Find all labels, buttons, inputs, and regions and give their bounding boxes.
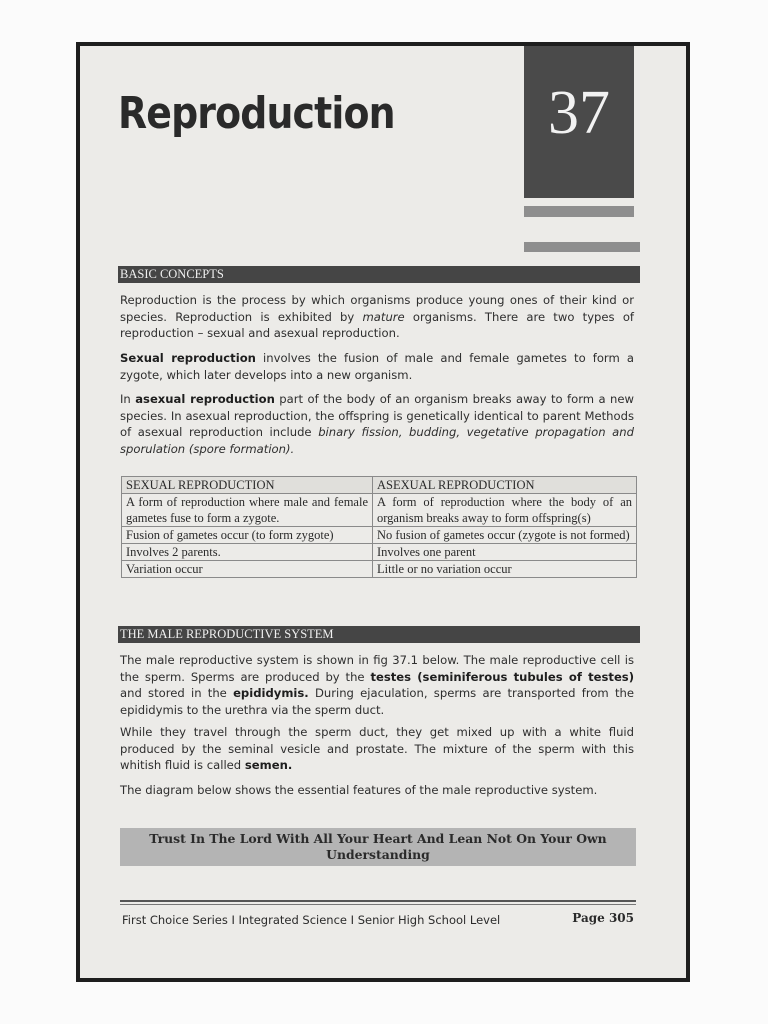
table-cell: A form of reproduction where male and female gametes fuse to form a zygote.: [122, 494, 373, 527]
quote-line: Trust In The Lord With All Your Heart And Lean Not On Your Own: [149, 831, 607, 846]
table-row: [122, 544, 637, 561]
table-cell: Fusion of gametes occur (to form zygote): [122, 527, 373, 544]
textbook-page: [80, 46, 686, 978]
decorative-bar: [524, 206, 634, 217]
section-heading-basic-concepts: BASIC CONCEPTS: [118, 266, 640, 283]
chapter-title: Reproduction: [118, 88, 395, 139]
comparison-table: [121, 476, 637, 578]
table-cell: Involves one parent: [373, 544, 637, 561]
paragraph-diagram-intro: The diagram below shows the essential features of the male reproductive system.: [120, 783, 598, 797]
chapter-number-box: [524, 46, 634, 198]
chapter-number: 37: [548, 79, 610, 147]
table-cell: No fusion of gametes occur (zygote is not formed): [373, 527, 637, 544]
table-header: SEXUAL REPRODUCTION: [122, 477, 373, 494]
footer-rule: [120, 900, 636, 902]
table-cell: A form of reproduction where the body of an organism breaks away to form offspring(s): [373, 494, 637, 527]
quote-banner: [120, 828, 636, 866]
table-cell: Involves 2 parents.: [122, 544, 373, 561]
table-cell: Little or no variation occur: [373, 561, 637, 578]
table-header-row: [122, 477, 637, 494]
page-number: Page 305: [572, 911, 634, 925]
footer-series: First Choice Series I Integrated Science I Senior High School Level: [122, 913, 501, 927]
section-heading-male-system: THE MALE REPRODUCTIVE SYSTEM: [118, 626, 640, 643]
table-cell: Variation occur: [122, 561, 373, 578]
decorative-bar: [524, 242, 640, 252]
paragraph-semen: While they travel through the sperm duct, they get mixed up with a white fluid produced by the seminal vesicle and prostate. The mixture of the sperm with this whitish fluid is called semen.: [120, 725, 634, 772]
table-row: [122, 494, 637, 527]
table-row: [122, 527, 637, 544]
paragraph-asexual: In asexual reproduction part of the body of an organism breaks away to form a new species. In asexual reproduction, the offspring is genetically identical to parent Methods of asexual reproduction include binary fission, budding, vegetative propagation and sporulation (spore formation).: [120, 392, 634, 456]
paragraph-definition: Reproduction is the process by which organisms produce young ones of their kind or species. Reproduction is exhibited by mature organisms. There are two types of reproduction – sexual and asexual reproduction.: [120, 293, 634, 340]
table-row: [122, 561, 637, 578]
paragraph-sexual: Sexual reproduction involves the fusion of male and female gametes to form a zygote, which later develops into a new organism.: [120, 351, 634, 382]
page-footer: [122, 911, 634, 929]
table-header: ASEXUAL REPRODUCTION: [373, 477, 637, 494]
quote-line: Understanding: [326, 847, 430, 862]
footer-rule: [120, 904, 636, 905]
paragraph-male-system: The male reproductive system is shown in fig 37.1 below. The male reproductive cell is the sperm. Sperms are produced by the testes (seminiferous tubules of testes) and stored in the epididymis. During ejaculation, sperms are transported from the epididymis to the urethra via the sperm duct.: [120, 653, 635, 717]
